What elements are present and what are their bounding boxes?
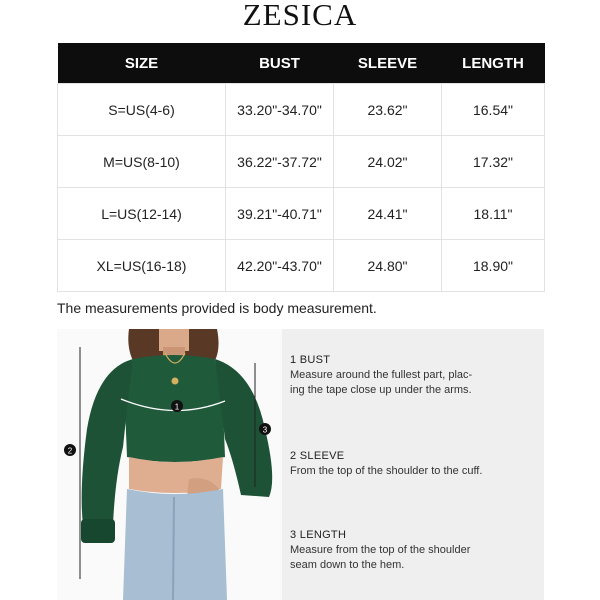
marker-3 <box>259 423 271 435</box>
header-sleeve: SLEEVE <box>334 43 442 84</box>
necklace-pendant <box>172 378 179 385</box>
guide-bust <box>290 353 540 398</box>
table-header-row <box>58 43 545 84</box>
left-cuff <box>81 519 115 543</box>
header-bust: BUST <box>226 43 334 84</box>
model-illustration <box>57 329 282 600</box>
guide-bust-line-1: Measure around the fullest part, plac- <box>290 369 473 381</box>
size-chart-table <box>57 43 545 292</box>
marker-1-label: 1 <box>174 402 180 412</box>
cell-bust: 36.22"-37.72" <box>226 136 334 188</box>
cell-length: 18.90" <box>442 240 545 292</box>
cell-size: S=US(4-6) <box>58 84 226 136</box>
model-photo <box>57 329 282 600</box>
jeans-shape <box>123 489 227 600</box>
guide-bust-title: 1 BUST <box>290 354 331 366</box>
cell-bust: 42.20"-43.70" <box>226 240 334 292</box>
jeans-seam <box>173 497 174 600</box>
measurement-note: The measurements provided is body measurement. <box>57 300 377 316</box>
marker-3-label: 3 <box>262 425 268 435</box>
table-row <box>58 136 545 188</box>
cell-sleeve: 23.62" <box>334 84 442 136</box>
header-size: SIZE <box>58 43 226 84</box>
cell-size: XL=US(16-18) <box>58 240 226 292</box>
guide-sleeve <box>290 449 540 479</box>
brand-logo: ZESICA <box>242 0 358 32</box>
cell-length: 18.11" <box>442 188 545 240</box>
cell-sleeve: 24.02" <box>334 136 442 188</box>
marker-1 <box>171 400 183 412</box>
cell-length: 17.32" <box>442 136 545 188</box>
guide-sleeve-line-1: From the top of the shoulder to the cuff. <box>290 465 483 477</box>
marker-2-label: 2 <box>67 446 73 456</box>
table-row <box>58 84 545 136</box>
table-row <box>58 240 545 292</box>
marker-2 <box>64 444 76 456</box>
cell-sleeve: 24.80" <box>334 240 442 292</box>
header-length: LENGTH <box>442 43 545 84</box>
sweater-left-sleeve <box>82 359 133 525</box>
measurement-guide-panel <box>282 329 544 600</box>
guide-length <box>290 528 540 573</box>
guide-length-line-1: Measure from the top of the shoulder <box>290 544 471 556</box>
guide-bust-line-2: ing the tape close up under the arms. <box>290 384 472 396</box>
guide-length-line-2: seam down to the hem. <box>290 559 405 571</box>
guide-sleeve-title: 2 SLEEVE <box>290 450 345 462</box>
guide-length-title: 3 LENGTH <box>290 529 347 541</box>
cell-size: M=US(8-10) <box>58 136 226 188</box>
cell-size: L=US(12-14) <box>58 188 226 240</box>
table-row <box>58 188 545 240</box>
cell-length: 16.54" <box>442 84 545 136</box>
cell-sleeve: 24.41" <box>334 188 442 240</box>
cell-bust: 39.21"-40.71" <box>226 188 334 240</box>
cell-bust: 33.20"-34.70" <box>226 84 334 136</box>
